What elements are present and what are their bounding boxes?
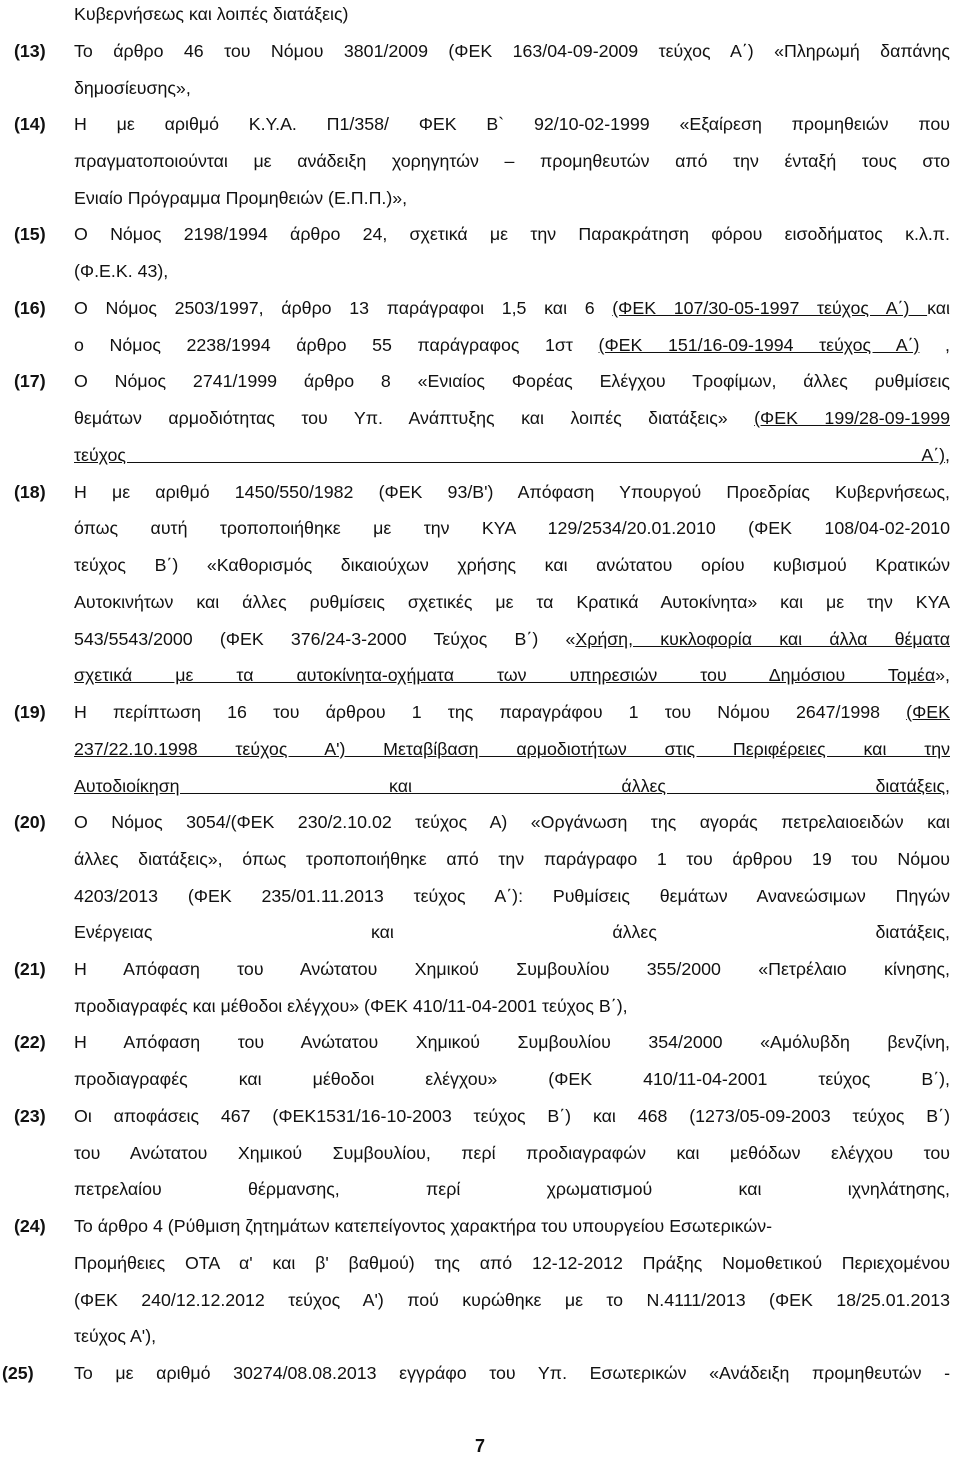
text-segment: Η Απόφαση του Ανώτατου Χημικού Συμβουλίου 355/2000 «Πετρέλαιο κίνησης, [74, 959, 950, 979]
text-segment: Το άρθρο 46 του Νόμου 3801/2009 (ΦΕΚ 163/04-09-2009 τεύχος Α΄) «Πληρωμή δαπάνης [74, 41, 950, 61]
item-number: (19) [14, 702, 46, 722]
text-segment: Η με αριθμό Κ.Υ.Α. Π1/358/ ΦΕΚ Β` 92/10-02-1999 «Εξαίρεση προμηθειών που [74, 114, 950, 134]
text-segment: (ΦΕΚ 240/12.12.2012 τεύχος Α') πού κυρώθηκε με το Ν.4111/2013 (ΦΕΚ 18/25.01.2013 [74, 1290, 950, 1310]
item-number: (24) [14, 1216, 46, 1236]
text-line [74, 774, 950, 798]
text-segment: ο Νόμος 2238/1994 άρθρο 55 παράγραφος 1στ [74, 335, 599, 355]
text-segment: πραγματοποιούνται με ανάδειξη χορηγητών – προμηθευτών από την ένταξή τους στο [74, 151, 950, 171]
text-segment: 543/5543/2000 (ΦΕΚ 376/24-3-2000 Τεύχος Β΄) « [74, 629, 576, 649]
text-segment: άλλες διατάξεις», όπως τροποποιήθηκε από την παράγραφο 1 του άρθρου 19 του Νόμου [74, 849, 950, 869]
text-segment: Το άρθρο 4 (Ρύθμιση ζητημάτων κατεπείγοντος χαρακτήρα του υπουργείου Εσωτερικών- [74, 1216, 773, 1236]
text-line [74, 957, 950, 981]
text-line [74, 1251, 950, 1275]
text-segment: τεύχος Α'), [74, 1326, 157, 1346]
text-line [74, 884, 950, 908]
text-segment: τεύχος Β΄) «Καθορισμός δικαιούχων χρήσης και ανώτατου ορίου κυβισμού Κρατικών [74, 555, 950, 575]
underlined-reference: (ΦΕΚ 199/28-09-1999 [754, 408, 950, 428]
text-segment: », [935, 665, 950, 685]
underlined-reference: (ΦΕΚ 151/16-09-1994 τεύχος Α΄) [598, 335, 920, 355]
text-segment: (Φ.Ε.Κ. 43), [74, 261, 169, 281]
text-line [74, 76, 950, 100]
item-number: (23) [14, 1106, 46, 1126]
item-number: (18) [14, 482, 46, 502]
text-line [74, 1177, 950, 1201]
text-line [74, 994, 950, 1018]
text-segment: Η περίπτωση 16 του άρθρου 1 της παραγράφου 1 του Νόμου 2647/1998 [74, 702, 907, 722]
item-number: (22) [14, 1032, 46, 1052]
text-segment: Ο Νόμος 3054/(ΦΕΚ 230/2.10.02 τεύχος Α) «Οργάνωση της αγοράς πετρελαιοειδών και [74, 812, 950, 832]
text-segment: Κυβερνήσεως και λοιπές διατάξεις) [74, 4, 349, 24]
item-number: (15) [14, 224, 46, 244]
underlined-reference: 237/22.10.1998 τεύχος Α') Μεταβίβαση αρμοδιοτήτων στις Περιφέρειες και την [74, 739, 950, 759]
text-segment: , [945, 445, 950, 465]
text-segment: Ο Νόμος 2198/1994 άρθρο 24, σχετικά με την Παρακράτηση φόρου εισοδήματος κ.λ.π. [74, 224, 950, 244]
text-line [74, 1030, 950, 1054]
text-segment: Ο Νόμος 2503/1997, άρθρο 13 παράγραφοι 1,5 και 6 [74, 298, 613, 318]
text-line [74, 39, 950, 63]
text-line [74, 1104, 950, 1128]
text-segment: δημοσίευσης», [74, 78, 191, 98]
text-segment: Η Απόφαση του Ανώτατου Χημικού Συμβουλίου 354/2000 «Αμόλυβδη βενζίνη, [74, 1032, 950, 1052]
text-segment: Ενέργειας και άλλες διατάξεις, [74, 922, 950, 942]
item-number: (25) [2, 1363, 34, 1383]
text-segment: θεμάτων αρμοδιότητας του Υπ. Ανάπτυξης και λοιπές διατάξεις» [74, 408, 755, 428]
text-segment: Η με αριθμό 1450/550/1982 (ΦΕΚ 93/Β') Απόφαση Υπουργού Προεδρίας Κυβερνήσεως, [74, 482, 950, 502]
text-line [74, 149, 950, 173]
text-line [74, 186, 950, 210]
text-line [74, 1324, 950, 1348]
underlined-reference: Αυτοδιοίκηση και άλλες διατάξεις [74, 776, 946, 796]
text-line [74, 847, 950, 871]
text-line [74, 627, 950, 651]
text-line [74, 810, 950, 834]
text-segment: Αυτοκινήτων και άλλες ρυθμίσεις σχετικές με τα Κρατικά Αυτοκίνητα» και με την ΚΥΑ [74, 592, 950, 612]
text-line [74, 222, 950, 246]
text-segment: του Ανώτατου Χημικού Συμβουλίου, περί προδιαγραφών και μεθόδων ελέγχου του [74, 1143, 950, 1163]
text-line [74, 590, 950, 614]
text-line [74, 1288, 950, 1312]
text-segment: Ενιαίο Πρόγραμμα Προμηθειών (Ε.Π.Π.)», [74, 188, 408, 208]
underlined-reference: Χρήση, κυκλοφορία και άλλα θέματα [575, 629, 950, 649]
underlined-reference: (ΦΕΚ [906, 702, 950, 722]
text-line [74, 480, 950, 504]
text-line [74, 296, 950, 320]
text-line [74, 737, 950, 761]
text-line [74, 920, 950, 944]
text-line [74, 663, 950, 687]
text-line [74, 112, 950, 136]
text-line [74, 553, 950, 577]
underlined-reference: (ΦΕΚ 107/30-05-1997 τεύχος Α΄) [612, 298, 928, 318]
text-line [74, 406, 950, 430]
text-segment: , [919, 335, 950, 355]
text-line [74, 1141, 950, 1165]
text-segment: Ο Νόμος 2741/1999 άρθρο 8 «Ενιαίος Φορέας Ελέγχου Τροφίμων, άλλες ρυθμίσεις [74, 371, 950, 391]
text-line [74, 516, 950, 540]
item-number: (21) [14, 959, 46, 979]
item-number: (16) [14, 298, 46, 318]
item-number: (14) [14, 114, 46, 134]
page-number: 7 [474, 1436, 485, 1456]
text-line [74, 2, 950, 26]
item-number: (20) [14, 812, 46, 832]
text-line [74, 443, 950, 467]
text-segment: Το με αριθμό 30274/08.08.2013 εγγράφο του Υπ. Εσωτερικών «Ανάδειξη προμηθευτών - [74, 1363, 950, 1383]
text-segment: προδιαγραφές και μέθοδοι ελέγχου» (ΦΕΚ 410/11-04-2001 τεύχος Β΄), [74, 996, 628, 1016]
text-line [74, 259, 950, 283]
text-segment: πετρελαίου θέρμανσης, περί χρωματισμού και ιχνηλάτησης, [74, 1179, 950, 1199]
text-segment: όπως αυτή τροποποιήθηκε με την ΚΥΑ 129/2534/20.01.2010 (ΦΕΚ 108/04-02-2010 [74, 518, 950, 538]
text-segment: Οι αποφάσεις 467 (ΦΕΚ1531/16-10-2003 τεύχος Β΄) και 468 (1273/05-09-2003 τεύχος Β΄) [74, 1106, 950, 1126]
underlined-reference: τεύχος Α΄) [74, 445, 946, 465]
text-segment: και [927, 298, 950, 318]
item-number: (13) [14, 41, 46, 61]
text-line [74, 700, 950, 724]
text-line [74, 369, 950, 393]
item-number: (17) [14, 371, 46, 391]
text-segment: , [945, 776, 950, 796]
underlined-reference: σχετικά με τα αυτοκίνητα-οχήματα των υπηρεσιών του Δημόσιου Τομέα [74, 665, 936, 685]
text-segment: Προμήθειες ΟΤΑ α' και β' βαθμού) της από 12-12-2012 Πράξης Νομοθετικού Περιεχομένου [74, 1253, 950, 1273]
text-line [74, 333, 950, 357]
text-line [74, 1361, 950, 1385]
text-segment: προδιαγραφές και μέθοδοι ελέγχου» (ΦΕΚ 410/11-04-2001 τεύχος Β΄), [74, 1069, 950, 1089]
text-line [74, 1214, 950, 1238]
text-line [74, 1067, 950, 1091]
text-segment: 4203/2013 (ΦΕΚ 235/01.11.2013 τεύχος Α΄): Ρυθμίσεις θεμάτων Ανανεώσιμων Πηγών [74, 886, 950, 906]
